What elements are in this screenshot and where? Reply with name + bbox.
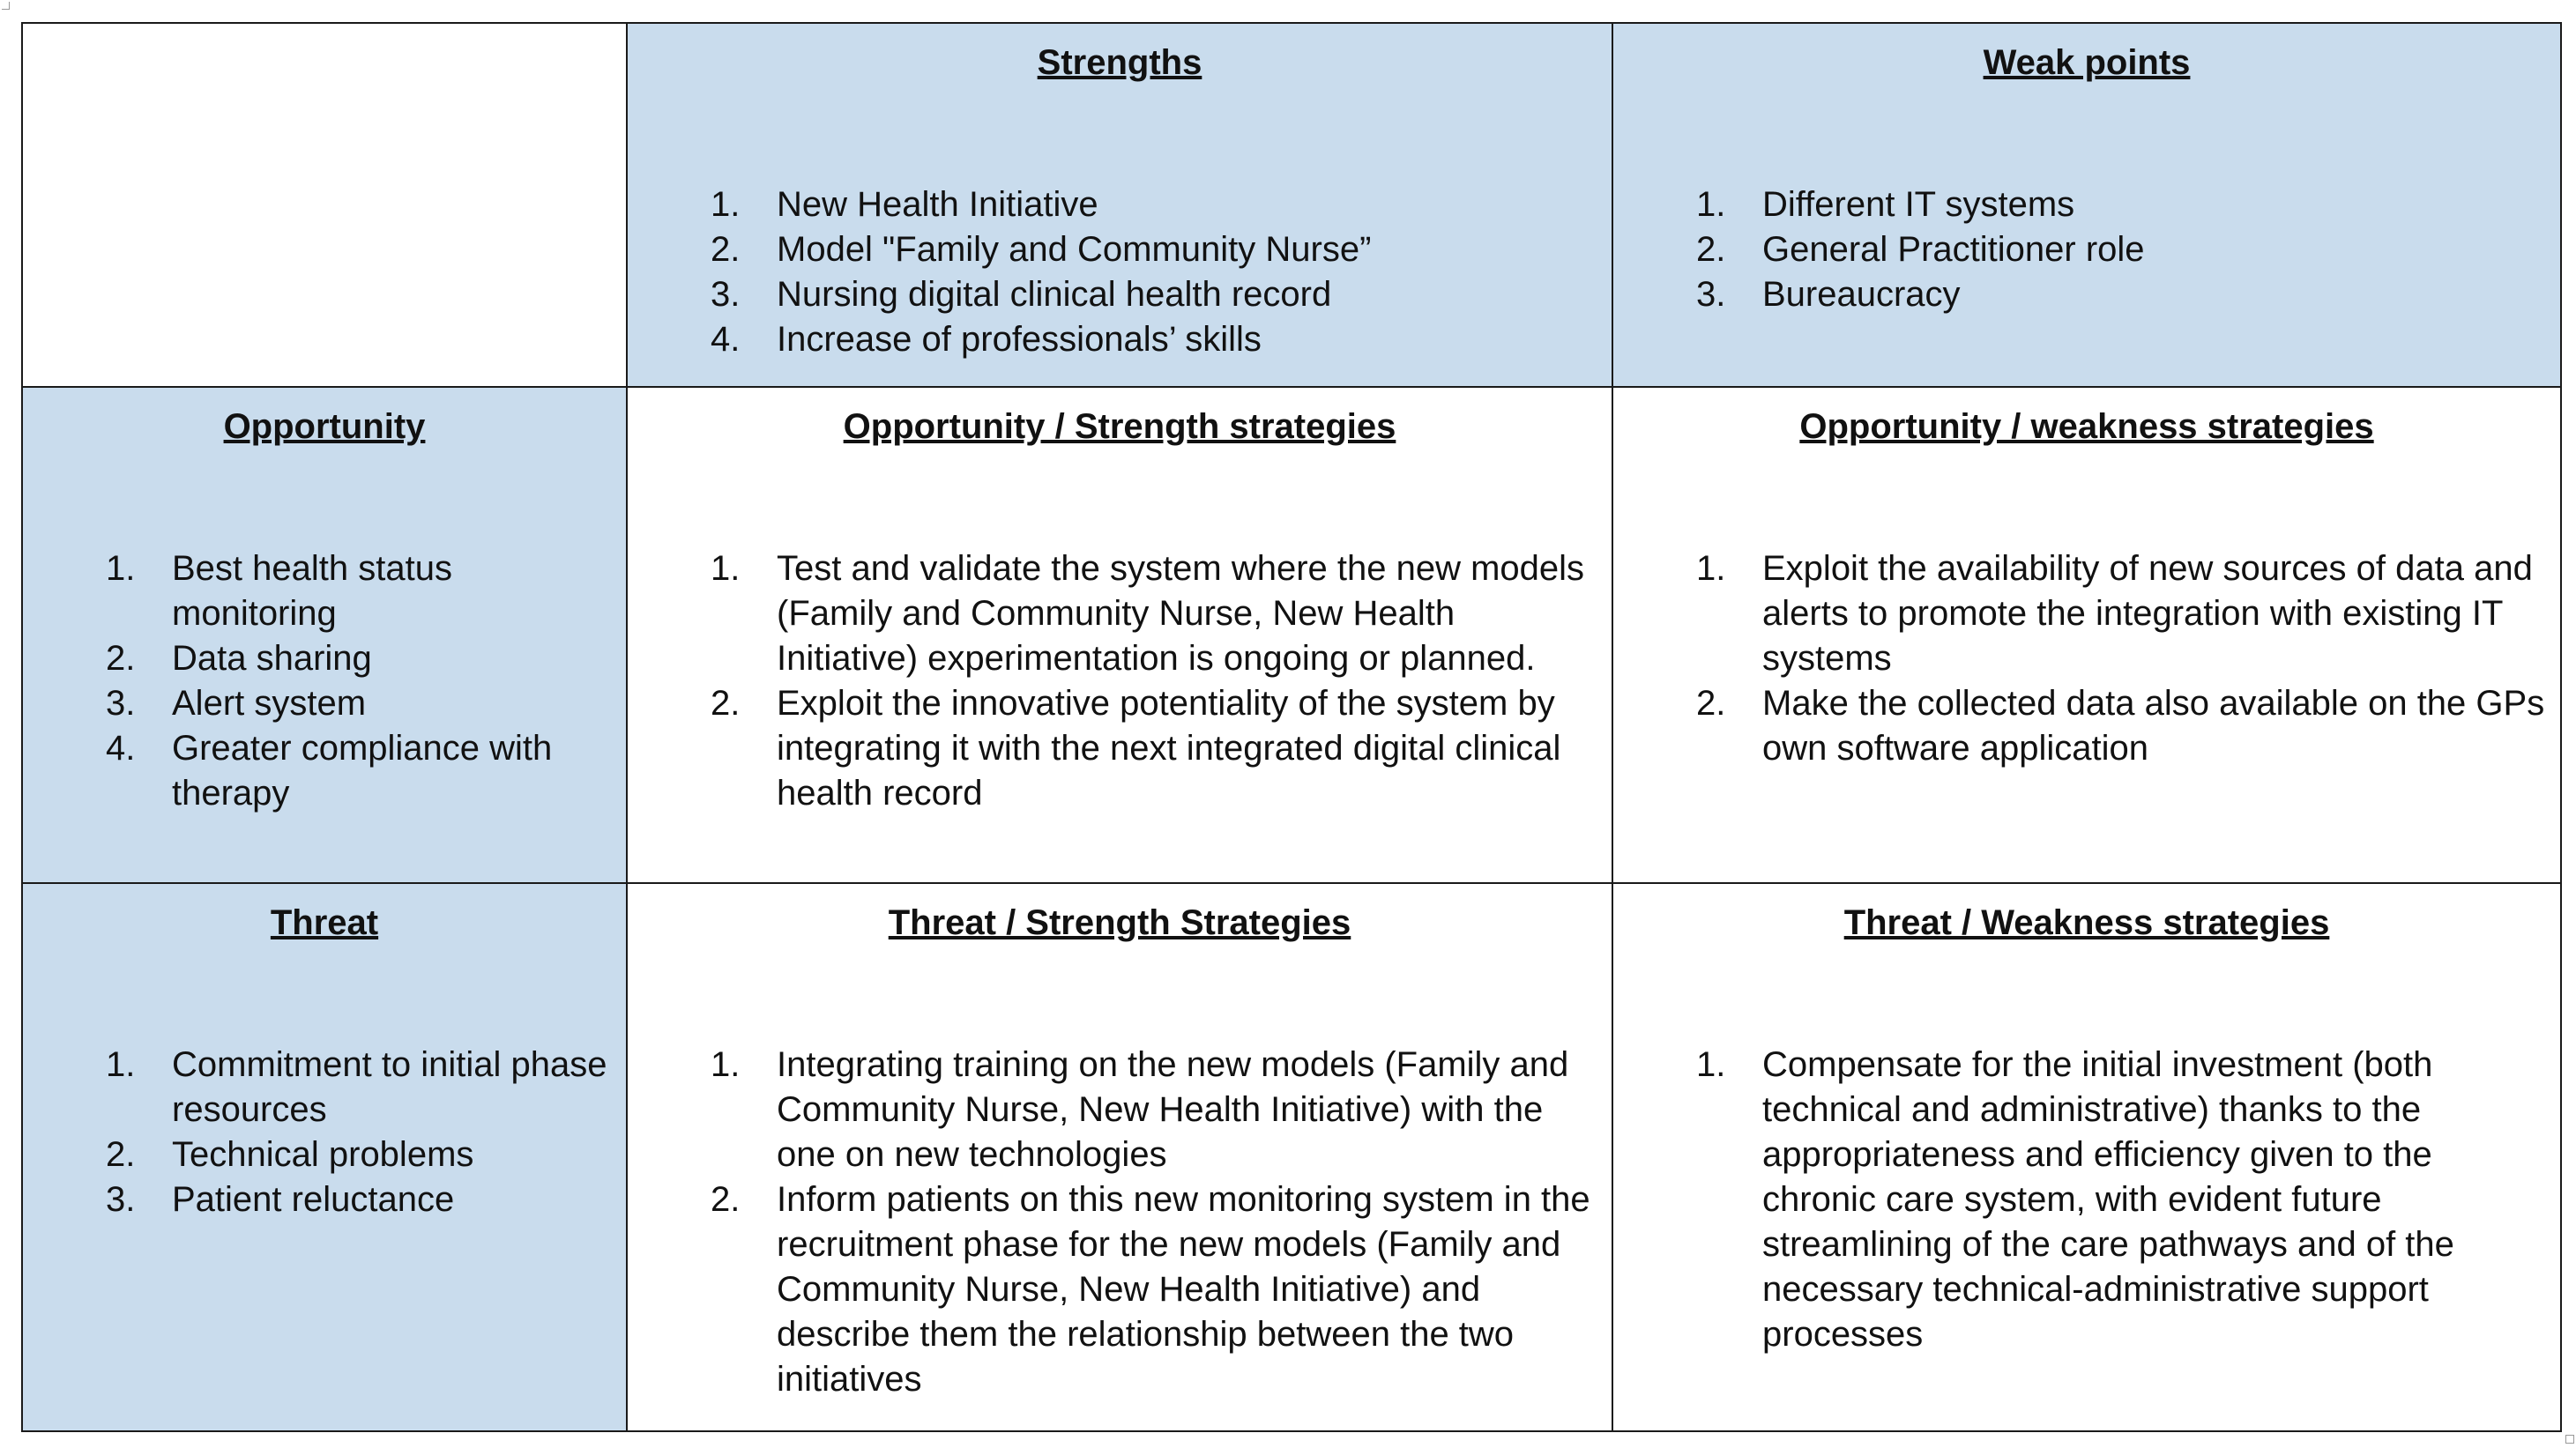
list-item: 4. Increase of professionals’ skills — [711, 320, 1262, 359]
list-item: 4. Greater compliance with therapy — [106, 729, 553, 813]
list-item: 2. Model "Family and Community Nurse” — [711, 230, 1372, 269]
threat-cell — [22, 883, 627, 1431]
list-item: 3. Nursing digital clinical health record — [711, 275, 1332, 314]
corner-cell — [22, 23, 627, 387]
strengths-cell — [627, 23, 1612, 387]
list-item: 1. Test and validate the system where the new models (Family and Community Nurse, New Health Initiative) experimentation is ongoing or planned. — [711, 549, 1585, 678]
list-item: 2. General Practitioner role — [1696, 230, 2145, 269]
strengths-list — [628, 182, 1612, 362]
opportunity-weakness-list — [1613, 546, 2560, 771]
opportunity-strength-strategies-cell — [627, 387, 1612, 883]
threat-weakness-strategies-cell — [1612, 883, 2561, 1431]
list-item: 1. Compensate for the initial investment (both technical and administrative) thanks to the appropriateness and efficiency given to the chronic care system, with evident future streamlining of the care pathways and of the necessary technical-administrative support processes — [1696, 1045, 2454, 1354]
list-item: 1. Best health status monitoring — [106, 549, 452, 633]
threat-row — [22, 883, 2561, 1431]
threat-weakness-list — [1613, 1043, 2560, 1357]
opportunity-row — [22, 387, 2561, 883]
list-item: 2. Technical problems — [106, 1135, 474, 1174]
list-item: 1. Commitment to initial phase resources — [106, 1045, 607, 1129]
list-item: 2. Data sharing — [106, 639, 372, 678]
threat-heading: Threat — [270, 903, 379, 942]
threat-strength-list — [628, 1043, 1612, 1402]
opportunity-strength-list — [628, 546, 1612, 816]
list-item: 1. Integrating training on the new models (Family and Community Nurse, New Health Initiative) with the one on new technologies — [711, 1045, 1569, 1174]
opportunity-weakness-strategies-cell — [1612, 387, 2561, 883]
threat-strength-heading: Threat / Strength Strategies — [888, 903, 1351, 942]
swot-analysis-table — [21, 22, 2562, 1432]
opportunity-list — [23, 546, 626, 816]
opportunity-heading: Opportunity — [223, 407, 426, 446]
list-item: 3. Bureaucracy — [1696, 275, 1961, 314]
list-item: 2. Exploit the innovative potentiality of the system by integrating it with the next integrated digital clinical health record — [711, 684, 1561, 813]
header-row — [22, 23, 2561, 387]
list-item: 1. Exploit the availability of new sources of data and alerts to promote the integration with existing IT systems — [1696, 549, 2533, 678]
threat-weakness-heading: Threat / Weakness strategies — [1843, 903, 2330, 942]
list-item: 2. Inform patients on this new monitoring system in the recruitment phase for the new models (Family and Community Nurse, New Health Initiative) and describe them the relationship between the two initiatives — [711, 1180, 1590, 1399]
weak-points-cell — [1612, 23, 2561, 387]
page-corner-mark-bottom-right — [2565, 1435, 2574, 1444]
list-item: 1. New Health Initiative — [711, 185, 1098, 224]
strengths-heading: Strengths — [1037, 43, 1202, 82]
threat-list — [23, 1043, 626, 1222]
list-item: 1. Different IT systems — [1696, 185, 2075, 224]
opportunity-strength-heading: Opportunity / Strength strategies — [843, 407, 1396, 446]
weak-points-heading: Weak points — [1983, 43, 2191, 82]
threat-strength-strategies-cell — [627, 883, 1612, 1431]
list-item: 2. Make the collected data also available on the GPs own software application — [1696, 684, 2545, 768]
list-item: 3. Patient reluctance — [106, 1180, 455, 1219]
weak-points-list — [1613, 182, 2560, 317]
opportunity-weakness-heading: Opportunity / weakness strategies — [1799, 407, 2374, 446]
list-item: 3. Alert system — [106, 684, 367, 723]
page-corner-mark-top-left — [2, 2, 10, 10]
opportunity-cell — [22, 387, 627, 883]
